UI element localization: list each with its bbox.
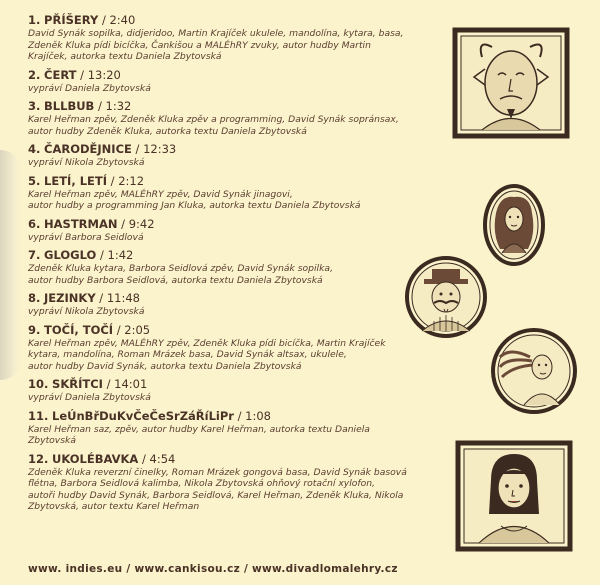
track-duration: 1:42	[107, 248, 134, 262]
track-separator: /	[95, 291, 107, 305]
track-duration: 11:48	[106, 291, 140, 305]
credit-line: Zbytovská, autor textu Karel Heřman	[28, 501, 200, 512]
track-list	[28, 13, 428, 518]
track-item	[28, 13, 428, 63]
track-heading	[28, 377, 428, 392]
credit-line: Zdeněk Kluka pídi bicíčka, Čankišou a MALÉhRY zvuky, autor hudby Martin	[28, 39, 371, 51]
track-duration: 1:32	[105, 99, 132, 113]
track-heading	[28, 68, 428, 83]
track-credits	[28, 338, 428, 373]
track-item	[28, 248, 428, 286]
track-heading	[28, 409, 428, 424]
witch-portrait-icon	[482, 183, 546, 267]
track-separator: /	[117, 216, 129, 231]
track-number: 12.	[28, 451, 49, 466]
woman-portrait-icon	[455, 440, 573, 552]
devil-portrait-icon	[452, 27, 570, 139]
track-duration: 2:05	[124, 322, 151, 337]
credit-line: flétna, Barbora Seidlová kalimba, Nikola Zbytovská ohňový rotační xylofon,	[28, 478, 375, 489]
track-separator: /	[98, 13, 110, 27]
track-number: 9.	[28, 322, 41, 337]
track-item	[28, 68, 428, 95]
track-duration: 14:01	[114, 377, 148, 391]
track-separator: /	[102, 377, 115, 391]
credit-line: vypráví Daniela Zbytovská	[28, 392, 151, 403]
track-separator: /	[96, 248, 108, 262]
track-duration: 1:08	[245, 408, 271, 423]
track-number: 7.	[28, 248, 41, 262]
track-title: ČERT	[44, 67, 77, 82]
track-heading	[28, 323, 428, 338]
disc-edge-shadow	[0, 150, 22, 380]
credit-line: autor hudby Zdeněk Kluka, autorka textu Daniela Zbytovská	[28, 125, 307, 137]
track-item	[28, 377, 428, 404]
track-duration: 4:54	[149, 451, 176, 466]
credit-line: Karel Heřman zpěv, MALÉhRY zpěv, Zdeněk Kluka pídi bicíčka, Martin Krajíček	[28, 337, 386, 349]
track-title: BLLBUB	[44, 99, 95, 113]
footer-links: www. indies.eu / www.cankisou.cz / www.divadlomalehry.cz	[28, 563, 398, 575]
track-number: 1.	[28, 13, 41, 27]
track-item	[28, 409, 428, 447]
track-item	[28, 217, 428, 244]
track-number: 5.	[28, 173, 41, 188]
track-item	[28, 323, 428, 373]
credit-line: vypráví Daniela Zbytovská	[28, 82, 151, 94]
credit-line: Karel Heřman zpěv, MALÉhRY zpěv, David Synák jinagovi,	[28, 188, 293, 200]
track-credits	[28, 83, 428, 95]
credit-line: autor hudby Barbora Seidlová, autorka textu Daniela Zbytovská	[28, 274, 323, 286]
track-separator: /	[107, 173, 119, 188]
track-credits	[28, 424, 428, 447]
credit-line: vypráví Nikola Zbytovská	[28, 306, 145, 317]
track-credits	[28, 232, 428, 244]
track-credits	[28, 306, 428, 318]
track-duration: 2:40	[109, 13, 136, 27]
track-credits	[28, 392, 428, 404]
track-title: SKŘÍTCI	[52, 377, 103, 391]
track-item	[28, 452, 428, 513]
track-separator: /	[94, 99, 106, 113]
track-heading	[28, 291, 428, 306]
track-heading	[28, 452, 428, 467]
track-separator: /	[113, 322, 125, 337]
track-title: HASTRMAN	[44, 216, 118, 231]
credit-line: Zdeněk Kluka reverzní činelky, Roman Mrázek gongová basa, David Synák basová	[28, 466, 407, 478]
track-separator: /	[233, 408, 246, 423]
track-number: 3.	[28, 99, 41, 113]
track-number: 10.	[28, 377, 49, 391]
track-title: UKOLÉBAVKA	[52, 451, 139, 466]
track-title: TOČÍ, TOČÍ	[44, 322, 114, 337]
track-heading	[28, 217, 428, 232]
credit-line: Krajíček, autorka textu Daniela Zbytovská	[28, 51, 222, 62]
credit-line: kytara, mandolína, Roman Mrázek basa, David Synák altsax, ukulele,	[28, 349, 347, 360]
track-title: LETÍ, LETÍ	[44, 173, 108, 188]
track-duration: 9:42	[128, 216, 155, 231]
credit-line: vypráví Barbora Seidlová	[28, 231, 144, 243]
track-title: PŘÍŠERY	[44, 13, 99, 27]
water-goblin-portrait-icon	[404, 255, 488, 339]
track-separator: /	[131, 142, 144, 156]
credit-line: autor hudby a programming Jan Kluka, autorka textu Daniela Zbytovská	[28, 200, 361, 211]
track-item	[28, 174, 428, 212]
track-separator: /	[138, 451, 150, 466]
woman-wind-hair-portrait-icon	[490, 327, 578, 415]
credit-line: Karel Heřman saz, zpěv, autor hudby Karel Heřman, autorka textu Daniela	[28, 423, 370, 435]
track-item	[28, 291, 428, 318]
track-credits	[28, 28, 428, 63]
track-credits	[28, 189, 428, 212]
track-credits	[28, 157, 428, 169]
track-credits	[28, 263, 428, 286]
track-title: GLOGLO	[44, 248, 97, 262]
track-heading	[28, 13, 428, 28]
credit-line: David Synák sopilka, didjeridoo, Martin Krajíček ukulele, mandolína, kytara, basa,	[28, 28, 404, 39]
track-number: 2.	[28, 67, 41, 82]
track-separator: /	[76, 67, 88, 82]
track-credits	[28, 114, 428, 137]
credit-line: Karel Heřman zpěv, Zdeněk Kluka zpěv a programming, David Synák sopránsax,	[28, 114, 399, 125]
credit-line: autor hudby David Synák, autorka textu Daniela Zbytovská	[28, 360, 302, 372]
track-heading	[28, 99, 428, 114]
track-heading	[28, 174, 428, 189]
track-title: ČARODĚJNICE	[44, 142, 132, 156]
track-number: 6.	[28, 216, 41, 231]
track-item	[28, 99, 428, 137]
credit-line: Zdeněk Kluka kytara, Barbora Seidlová zpěv, David Synák sopilka,	[28, 263, 333, 274]
track-number: 11.	[28, 408, 49, 423]
track-heading	[28, 248, 428, 263]
credit-line: Zbytovská	[28, 435, 76, 446]
track-duration: 2:12	[118, 173, 145, 188]
track-number: 4.	[28, 142, 41, 156]
track-credits	[28, 467, 428, 513]
track-number: 8.	[28, 291, 41, 305]
track-title: LeÚnBřDuKvČeČeSrZáŘíLiPr	[52, 408, 234, 423]
credit-line: autoři hudby David Synák, Barbora Seidlová, Karel Heřman, Zdeněk Kluka, Nikola	[28, 489, 404, 501]
track-duration: 12:33	[143, 142, 177, 156]
track-heading	[28, 142, 428, 157]
track-title: JEZINKY	[44, 291, 96, 305]
track-duration: 13:20	[87, 67, 121, 82]
credit-line: vypráví Nikola Zbytovská	[28, 157, 145, 168]
track-item	[28, 142, 428, 169]
